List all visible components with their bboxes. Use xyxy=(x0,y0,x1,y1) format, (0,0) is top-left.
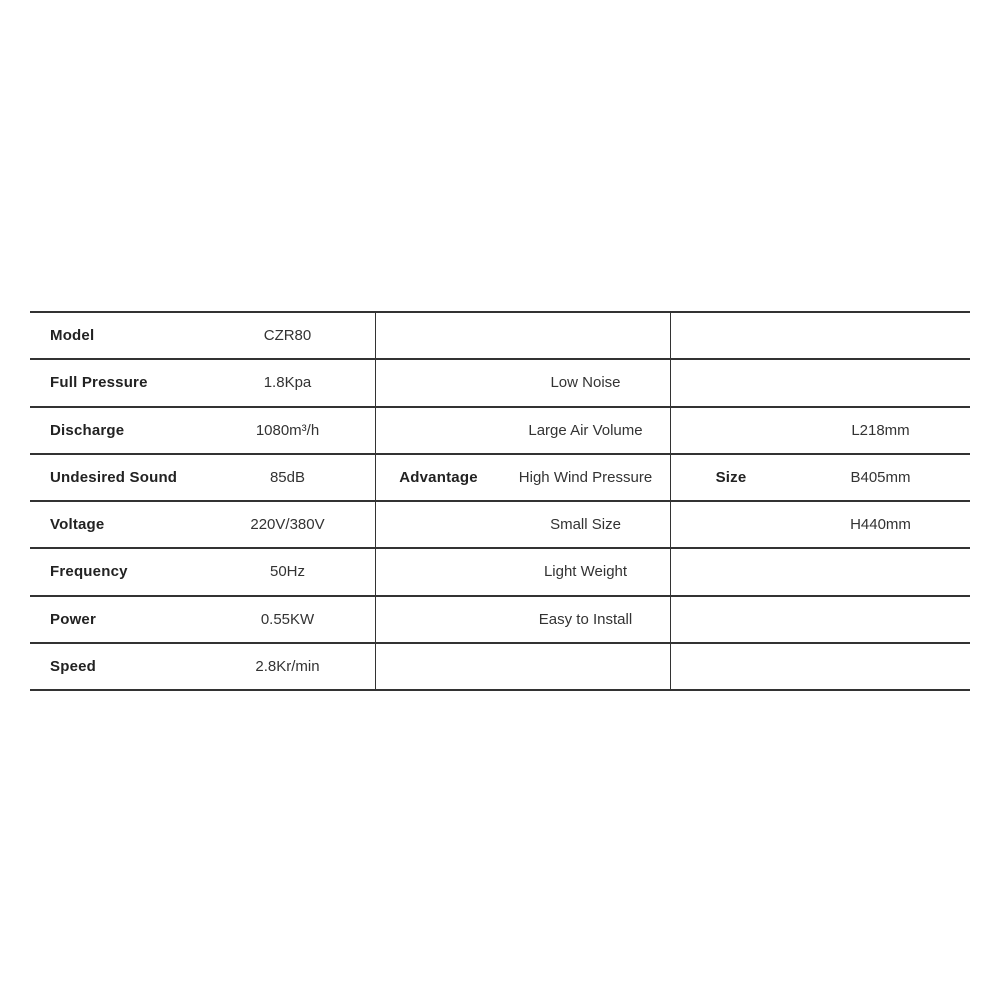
spec-label: Full Pressure xyxy=(50,374,148,392)
advantage-group-label: Advantage xyxy=(399,468,478,486)
size-cell xyxy=(670,502,970,547)
table-row xyxy=(30,502,970,549)
spec-label: Power xyxy=(50,610,97,628)
spec-cell xyxy=(30,408,375,453)
spec-value: 0.55KW xyxy=(260,610,315,628)
spec-value: 1.8Kpa xyxy=(263,374,312,392)
spec-value: CZR80 xyxy=(263,327,312,345)
spec-value: 220V/380V xyxy=(250,516,325,534)
advantage-item: Low Noise xyxy=(550,374,621,392)
spec-cell xyxy=(30,502,375,547)
advantage-item: Large Air Volume xyxy=(528,421,643,439)
spec-cell xyxy=(30,455,375,500)
advantage-cell xyxy=(375,644,670,689)
advantage-cell xyxy=(375,502,670,547)
size-cell xyxy=(670,455,970,500)
size-cell xyxy=(670,644,970,689)
advantage-cell xyxy=(375,313,670,358)
advantage-cell xyxy=(375,360,670,405)
spec-value: 1080m³/h xyxy=(255,421,320,439)
spec-cell xyxy=(30,313,375,358)
size-group-label: Size xyxy=(715,468,747,486)
spec-value: 2.8Kr/min xyxy=(255,657,320,675)
spec-value: 50Hz xyxy=(269,563,306,581)
advantage-cell xyxy=(375,549,670,594)
size-cell xyxy=(670,597,970,642)
size-cell xyxy=(670,313,970,358)
advantage-item: High Wind Pressure xyxy=(518,468,653,486)
product-spec-table xyxy=(30,311,970,691)
size-item: L218mm xyxy=(851,421,910,439)
size-item: B405mm xyxy=(850,468,911,486)
size-cell xyxy=(670,549,970,594)
table-row xyxy=(30,597,970,644)
advantage-item: Easy to Install xyxy=(538,610,633,628)
spec-label: Model xyxy=(50,327,95,345)
spec-label: Voltage xyxy=(50,516,105,534)
spec-cell xyxy=(30,644,375,689)
table-row xyxy=(30,408,970,455)
spec-cell xyxy=(30,549,375,594)
advantage-cell xyxy=(375,408,670,453)
spec-label: Frequency xyxy=(50,563,128,581)
table-row xyxy=(30,455,970,502)
advantage-item: Light Weight xyxy=(543,563,628,581)
spec-cell xyxy=(30,597,375,642)
advantage-item: Small Size xyxy=(550,516,621,534)
table-row xyxy=(30,549,970,596)
table-row xyxy=(30,644,970,691)
advantage-cell xyxy=(375,455,670,500)
size-cell xyxy=(670,360,970,405)
spec-cell xyxy=(30,360,375,405)
spec-label: Undesired Sound xyxy=(50,468,178,486)
spec-label: Discharge xyxy=(50,421,125,439)
advantage-cell xyxy=(375,597,670,642)
table-row xyxy=(30,313,970,360)
spec-label: Speed xyxy=(50,657,97,675)
size-item: H440mm xyxy=(850,516,911,534)
spec-value: 85dB xyxy=(269,468,306,486)
table-row xyxy=(30,360,970,407)
size-cell xyxy=(670,408,970,453)
